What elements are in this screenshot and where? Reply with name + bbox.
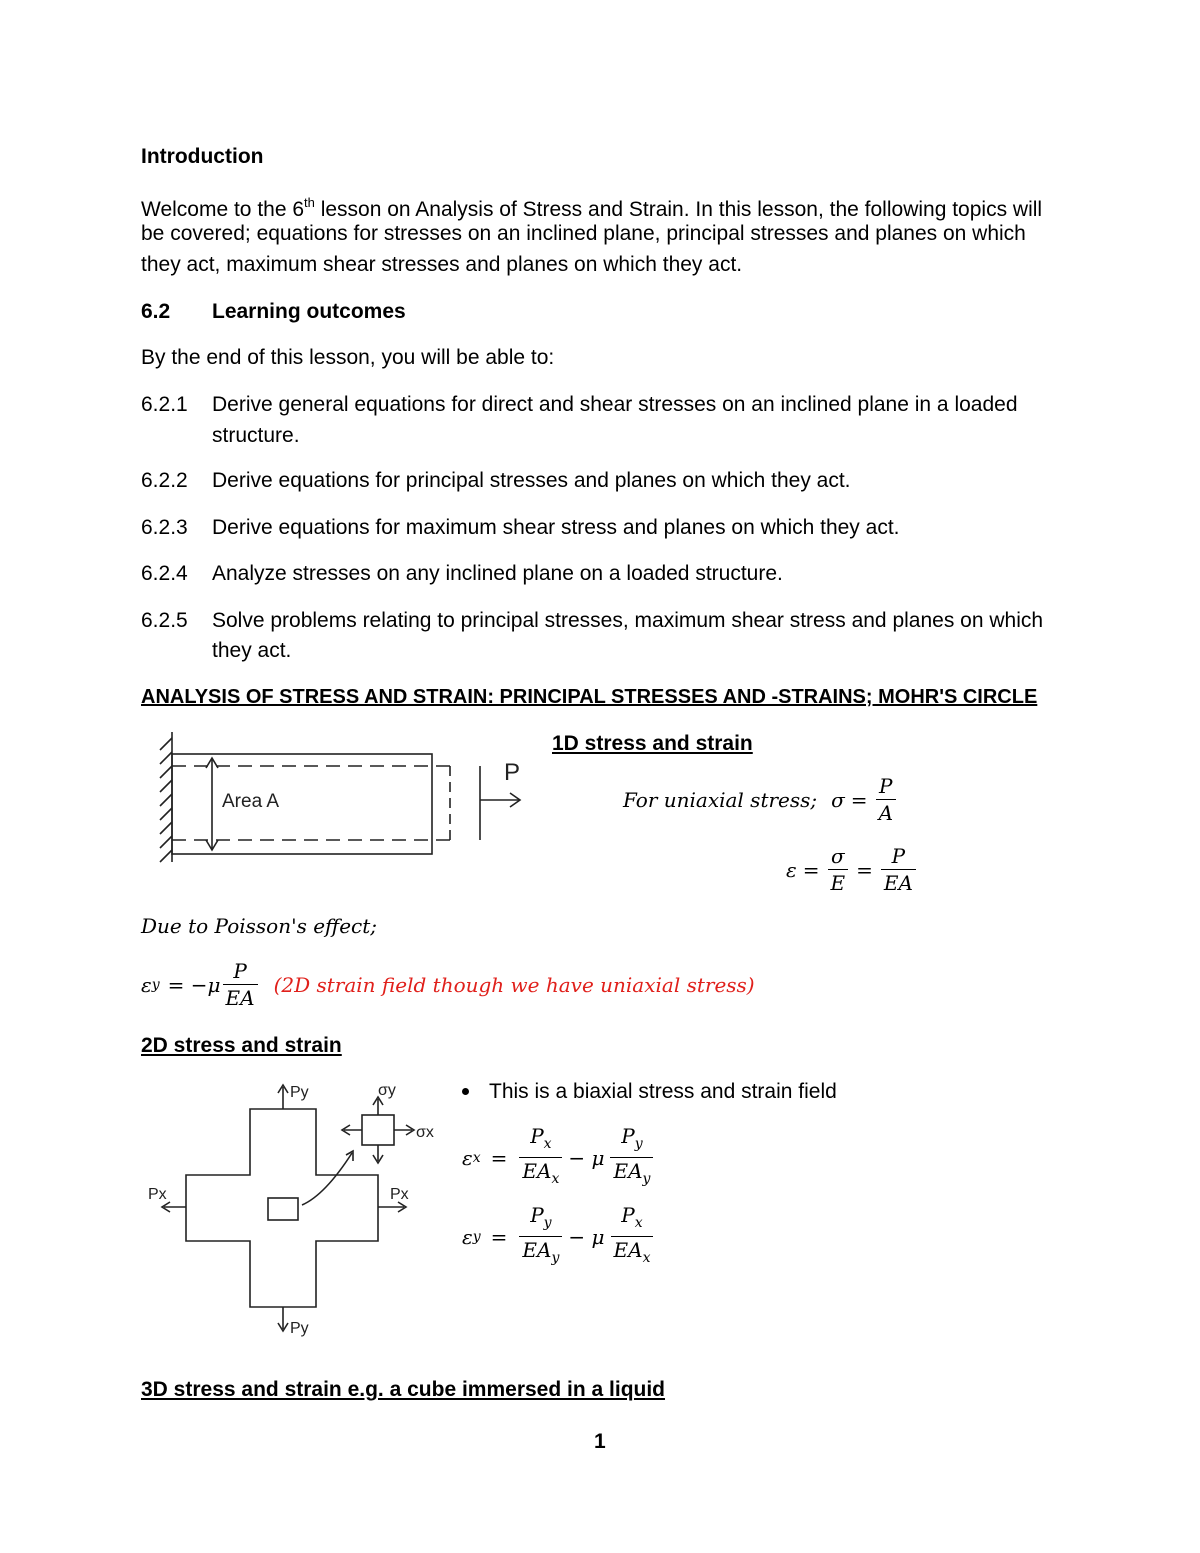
d2: EA xyxy=(613,1238,643,1262)
outcome-text: Solve problems relating to principal stresses, maximum shear stress and planes on which xyxy=(212,609,1044,632)
fraction-1 xyxy=(519,1123,562,1192)
n2: P xyxy=(621,1124,635,1148)
minus-mu: = −μ xyxy=(167,972,221,997)
n1-sub: x xyxy=(543,1136,552,1152)
epsilon-x-equation xyxy=(462,1123,655,1192)
cross-outline xyxy=(186,1109,378,1307)
intro-superscript: th xyxy=(304,195,315,210)
intro-text-a: Welcome to the 6 xyxy=(141,198,305,221)
d2-sub: y xyxy=(642,1171,651,1187)
biaxial-bullet xyxy=(462,1076,837,1107)
strain-equation xyxy=(786,843,918,896)
d1-sub: y xyxy=(551,1250,560,1266)
numerator xyxy=(618,1123,645,1157)
lhs: ε xyxy=(462,1145,473,1170)
outcome-text: Analyze stresses on any inclined plane on a loaded structure. xyxy=(212,562,783,585)
outcome-num: 6.2.5 xyxy=(141,609,188,632)
bar-figure xyxy=(150,730,540,870)
n1: P xyxy=(530,1203,544,1227)
one-d-heading: 1D stress and strain xyxy=(552,732,753,755)
d1-sub: x xyxy=(551,1171,560,1187)
cross-figure xyxy=(140,1075,460,1345)
denominator: A xyxy=(876,799,896,826)
p-over-ea xyxy=(223,958,258,1011)
equals-sign: = xyxy=(850,787,868,812)
wall-hatching xyxy=(160,738,172,862)
section-title: ANALYSIS OF STRESS AND STRAIN: PRINCIPAL STRESSES AND -STRAINS; MOHR'S CIRCLE xyxy=(141,686,1038,708)
outcomes-title: Learning outcomes xyxy=(212,300,406,323)
poisson-equation xyxy=(141,958,755,1011)
denominator xyxy=(519,1157,562,1192)
outcome-text-cont: structure. xyxy=(212,424,300,447)
denominator: EA xyxy=(223,984,258,1011)
denominator: EA xyxy=(881,869,916,896)
py-top-label: Py xyxy=(290,1084,309,1101)
denominator: E xyxy=(828,869,849,896)
outcome-text: Derive equations for principal stresses and planes on which they act. xyxy=(212,469,851,492)
uniaxial-label: For uniaxial stress; xyxy=(623,787,818,812)
epsilon-symbol: ε xyxy=(141,972,152,997)
page-number: 1 xyxy=(594,1430,606,1453)
n1: P xyxy=(530,1124,544,1148)
n2: P xyxy=(621,1203,635,1227)
n1-sub: y xyxy=(543,1215,552,1231)
numerator: σ xyxy=(830,844,845,868)
outcomes-number: 6.2 xyxy=(141,300,171,323)
lhs-sub: x xyxy=(472,1149,481,1166)
subscript: y xyxy=(151,976,160,993)
sigma-symbol: σ xyxy=(831,787,845,812)
outcomes-lead: By the end of this lesson, you will be able to: xyxy=(141,346,555,369)
numerator xyxy=(527,1202,554,1236)
epsilon-symbol: ε xyxy=(786,857,797,882)
outcome-text-cont: they act. xyxy=(212,639,292,662)
poisson-note: (2D strain field though we have uniaxial stress) xyxy=(273,972,755,997)
equals-sign: = xyxy=(856,857,873,882)
px-right-label: Px xyxy=(390,1186,409,1203)
numerator: P xyxy=(879,774,893,798)
equals-sign: = xyxy=(490,1224,508,1249)
outcome-text: Derive equations for maximum shear stress and planes on which they act. xyxy=(212,516,900,539)
minus-mu: − μ xyxy=(568,1224,605,1249)
denominator xyxy=(519,1236,562,1271)
numerator xyxy=(527,1123,554,1157)
py-bottom-label: Py xyxy=(290,1320,309,1337)
load-label: P xyxy=(504,759,521,786)
sigma-over-e xyxy=(828,843,849,896)
numerator xyxy=(618,1202,645,1236)
outcome-text: Derive general equations for direct and shear stresses on an inclined plane in a loaded xyxy=(212,393,1018,416)
area-label: Area A xyxy=(222,791,280,812)
outcome-num: 6.2.2 xyxy=(141,469,188,492)
element-pointer xyxy=(302,1153,352,1205)
uniaxial-equation xyxy=(623,773,898,826)
d1: EA xyxy=(522,1238,552,1262)
bullet-icon xyxy=(462,1088,469,1095)
fraction-1 xyxy=(519,1202,562,1271)
three-d-heading: 3D stress and strain e.g. a cube immersed in a liquid xyxy=(141,1378,666,1401)
numerator: P xyxy=(233,959,247,983)
equals-sign: = xyxy=(490,1145,508,1170)
sigma-x-label: σx xyxy=(416,1124,434,1141)
sigma-y-label: σy xyxy=(378,1082,396,1099)
minus-mu: − μ xyxy=(568,1145,605,1170)
p-over-a xyxy=(876,773,896,826)
fraction-2 xyxy=(611,1202,654,1271)
epsilon-y-equation xyxy=(462,1202,655,1271)
intro-line-3: they act, maximum shear stresses and planes on which they act. xyxy=(141,253,743,276)
bullet-text: This is a biaxial stress and strain field xyxy=(489,1080,837,1103)
outcome-num: 6.2.3 xyxy=(141,516,188,539)
fraction-2 xyxy=(610,1123,653,1192)
denominator xyxy=(610,1157,653,1192)
d1: EA xyxy=(522,1159,552,1183)
two-d-heading: 2D stress and strain xyxy=(141,1034,342,1057)
intro-text-b: lesson on Analysis of Stress and Strain. In this lesson, the following topics will xyxy=(314,198,1043,221)
px-left-label: Px xyxy=(148,1186,167,1203)
element-square xyxy=(268,1198,298,1220)
lhs: ε xyxy=(462,1224,473,1249)
poisson-label: Due to Poisson's effect; xyxy=(141,914,378,938)
n2-sub: y xyxy=(634,1136,643,1152)
numerator: P xyxy=(891,844,906,868)
d2: EA xyxy=(613,1159,643,1183)
lhs-sub: y xyxy=(472,1228,481,1245)
denominator xyxy=(611,1236,654,1271)
d2-sub: x xyxy=(642,1250,651,1266)
intro-line-2: be covered; equations for stresses on an inclined plane, principal stresses and planes on which xyxy=(141,222,1026,245)
n2-sub: x xyxy=(634,1215,643,1231)
outcome-num: 6.2.4 xyxy=(141,562,188,585)
p-over-ea xyxy=(881,843,916,896)
equals-sign: = xyxy=(802,857,820,882)
outcome-num: 6.2.1 xyxy=(141,393,188,416)
bar-body xyxy=(172,754,432,854)
intro-heading: Introduction xyxy=(141,145,264,168)
stress-element xyxy=(362,1115,394,1145)
